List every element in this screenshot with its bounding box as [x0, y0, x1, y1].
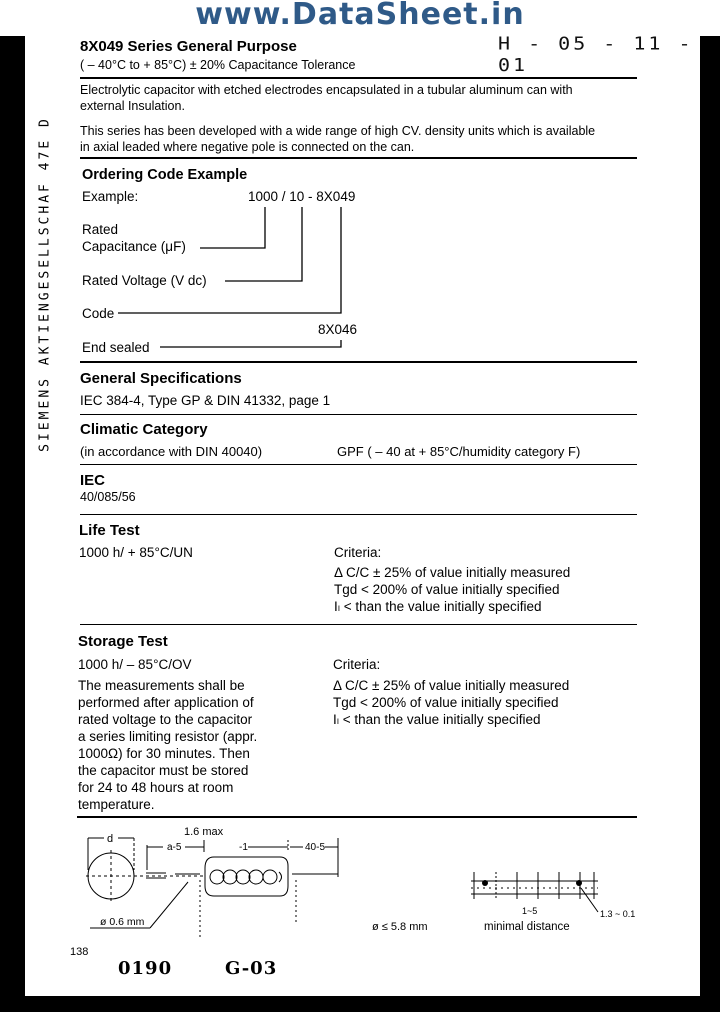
stamp-date-code: 0190 [118, 958, 173, 979]
intro-text: This series has been developed with a wide range of high CV. density units which is available [80, 124, 596, 138]
life-test-heading: Life Test [79, 522, 140, 539]
storage-test-description: the capacitor must be stored [78, 763, 249, 778]
example-code: 1000 / 10 - 8X049 [248, 189, 356, 204]
life-test-criterion: Tgd < 200% of value initially specified [334, 582, 560, 597]
general-specs-value: IEC 384-4, Type GP & DIN 41332, page 1 [80, 393, 331, 408]
page-number: 138 [70, 946, 89, 958]
dim-max-label: 1.6 max [184, 826, 224, 838]
dim-lead-length-label: 40-5 [305, 842, 326, 853]
storage-test-description: 1000Ω) for 30 minutes. Then [78, 746, 250, 761]
dim-wire-diameter-label: ø 0.6 mm [100, 916, 145, 928]
climatic-value: GPF ( – 40 at + 85°C/humidity category F) [337, 444, 581, 459]
code-label: Code [82, 306, 115, 321]
voltage-label: Rated Voltage (V dc) [82, 273, 207, 288]
life-test-criterion: Iₗ < than the value initially specified [334, 599, 542, 614]
intro-text: external Insulation. [80, 99, 185, 113]
side-publisher-label: SIEMENS AKTIENGESELLSCHAF 47E D [37, 116, 53, 452]
storage-test-condition: 1000 h/ – 85°C/OV [78, 657, 192, 672]
end-sealed-code: 8X046 [318, 322, 358, 337]
example-label: Example: [82, 189, 139, 204]
iec-value: 40/085/56 [80, 490, 136, 504]
life-test-criteria-label: Criteria: [334, 545, 382, 560]
climatic-note: (in accordance with DIN 40040) [80, 444, 263, 459]
pcb-pitch-label: 1~5 [522, 906, 538, 916]
storage-test-criterion: Tgd < 200% of value initially specified [333, 695, 559, 710]
capacitance-label: Capacitance (μF) [82, 239, 186, 254]
end-sealed-label: End sealed [82, 340, 150, 355]
pcb-hole-label: 1.3 ~ 0.1 [600, 909, 636, 919]
dim-d-label: d [107, 833, 114, 845]
storage-test-description: temperature. [78, 797, 155, 812]
storage-test-criterion: Iₗ < than the value initially specified [333, 712, 541, 727]
storage-test-description: performed after application of [78, 695, 254, 710]
life-test-criterion: Δ C/C ± 25% of value initially measured [334, 565, 571, 580]
handwritten-reference: H - 05 - 11 - 01 [498, 32, 694, 76]
storage-test-description: The measurements shall be [78, 678, 245, 693]
minimal-distance-label: minimal distance [484, 921, 570, 933]
storage-test-criterion: Δ C/C ± 25% of value initially measured [333, 678, 570, 693]
climatic-heading: Climatic Category [80, 421, 208, 438]
page-subtitle: ( – 40°C to + 85°C) ± 20% Capacitance Tolerance [80, 58, 356, 72]
ordering-heading: Ordering Code Example [82, 167, 248, 183]
storage-test-description: rated voltage to the capacitor [78, 712, 253, 727]
intro-text: in axial leaded where negative pole is connected on the can. [80, 140, 415, 154]
dim-l-label: -1 [239, 842, 248, 853]
intro-text: Electrolytic capacitor with etched electrodes encapsulated in a tubular aluminum can with [80, 83, 573, 97]
page-title: 8X049 Series General Purpose [80, 38, 297, 55]
watermark: www.DataSheet.in [195, 0, 525, 32]
rated-label: Rated [82, 222, 119, 237]
storage-test-heading: Storage Test [78, 633, 168, 650]
general-specs-heading: General Specifications [80, 370, 242, 387]
storage-test-description: a series limiting resistor (appr. [78, 729, 258, 744]
life-test-condition: 1000 h/ + 85°C/UN [79, 545, 193, 560]
storage-test-criteria-label: Criteria: [333, 657, 381, 672]
dim-a-label: a-5 [167, 842, 182, 853]
iec-heading: IEC [80, 472, 106, 489]
storage-test-description: for 24 to 48 hours at room [78, 780, 234, 795]
stamp-batch-code: G-03 [225, 958, 278, 979]
dim-body-diameter-label: ø ≤ 5.8 mm [372, 921, 428, 933]
